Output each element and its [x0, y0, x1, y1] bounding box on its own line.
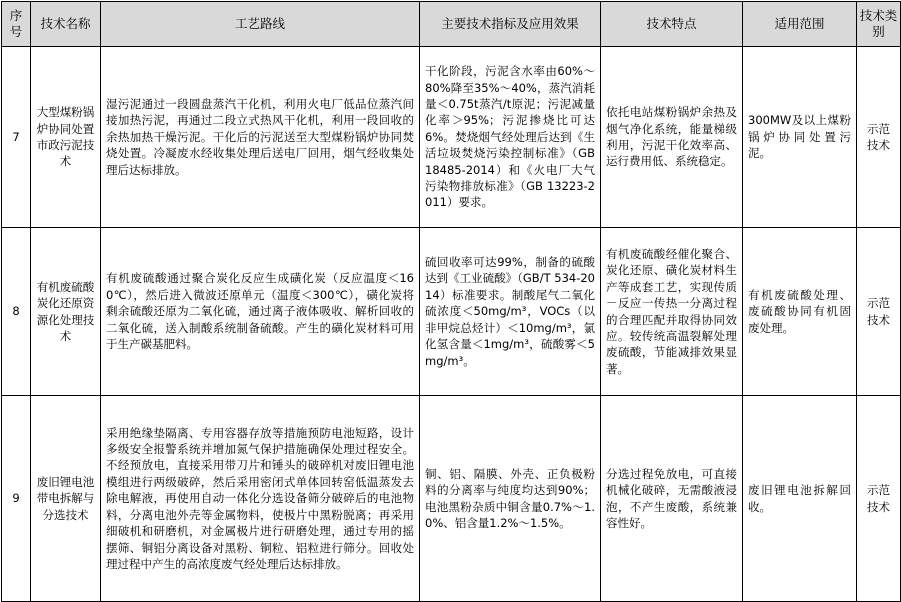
- row-scope: 有机废硫酸处理、废硫酸协同有机固废处理。: [743, 228, 857, 396]
- table-row: [2, 228, 901, 396]
- row-features: 分选过程免放电，可直接机械化破碎，无需酸液浸泡，不产生废酸，系统兼容性好。: [601, 396, 743, 602]
- row-category: 示范技术: [857, 47, 901, 228]
- header-category: 技术类别: [857, 2, 901, 47]
- header-no: 序号: [2, 2, 31, 47]
- row-scope: 废旧锂电池拆解回收。: [743, 396, 857, 602]
- row-route: 采用绝缘垫隔离、专用容器存放等措施预防电池短路，设计多级安全报警系统并增加氮气保护措施确保处理过程安全。不经预放电，直接采用带刀片和锤头的破碎机对废旧锂电池模组进行两级破碎，然后采用密闭式单体回转窑低温蒸发去除电解液，再使用自动一体化分选设备筛分破碎后的电池物料，分离电池外壳等金属物料，使极片中黑粉脱离；再采用细破机和研磨机，对金属极片进行研磨处理，通过专用的摇摆筛、铜铝分离设备对黑粉、铜粒、铝粒进行筛分。回收处理过程中产生的高浓度废气经处理后达标排放。: [101, 396, 420, 602]
- header-row: [2, 2, 901, 47]
- header-scope: 适用范围: [743, 2, 857, 47]
- header-route: 工艺路线: [101, 2, 420, 47]
- row-no: 7: [2, 47, 31, 228]
- row-route: 湿污泥通过一段圆盘蒸汽干化机，利用火电厂低品位蒸汽间接加热污泥，再通过二段立式热风干化机，利用一段回收的余热加热干燥污泥。干化后的污泥送至大型煤粉锅炉协同焚烧处置。冷凝废水经收集处理后送电厂回用，烟气经收集处理后达标排放。: [101, 47, 420, 228]
- row-no: 9: [2, 396, 31, 602]
- row-features: 依托电站煤粉锅炉余热及烟气净化系统，能量梯级利用，污泥干化效率高、运行费用低、系统稳定。: [601, 47, 743, 228]
- row-route: 有机废硫酸通过聚合炭化反应生成磺化炭（反应温度＜160℃），然后进入微波还原单元（温度＜300℃），磺化炭将剩余硫酸还原为二氧化硫，通过离子液体吸收、解析回收的二氧化硫，送入制酸系统制备硫酸。产生的磺化炭材料可用于生产碳基肥料。: [101, 228, 420, 396]
- row-name: 大型煤粉锅炉协同处置市政污泥技术: [31, 47, 101, 228]
- header-indicators: 主要技术指标及应用效果: [420, 2, 601, 47]
- header-features: 技术特点: [601, 2, 743, 47]
- technology-table: [1, 1, 901, 602]
- row-category: 示范技术: [857, 228, 901, 396]
- row-name: 废旧锂电池带电拆解与分选技术: [31, 396, 101, 602]
- row-indicators: 硫回收率可达99%，制备的硫酸达到《工业硫酸》（GB/T 534-2014）标准要求。制酸尾气二氧化硫浓度＜50mg/m³，VOCs（以非甲烷总烃计）＜10mg/m³，氯化氢含量＜1mg/m³，硫酸雾＜5mg/m³。: [420, 228, 601, 396]
- row-features: 有机废硫酸经催化聚合、炭化还原、磺化炭材料生产等成套工艺，实现传质－反应一传热一分离过程的合理匹配并取得协同效应。较传统高温裂解处理废硫酸，节能减排效果显著。: [601, 228, 743, 396]
- table-row: [2, 396, 901, 602]
- row-category: 示范技术: [857, 396, 901, 602]
- row-indicators: 铜、铝、隔膜、外壳、正负极粉料的分离率与纯度均达到90%；电池黑粉杂质中铜含量0.7%～1.0%、铝含量1.2%～1.5%。: [420, 396, 601, 602]
- row-scope: 300MW及以上煤粉锅炉协同处置污泥。: [743, 47, 857, 228]
- row-no: 8: [2, 228, 31, 396]
- row-name: 有机废硫酸炭化还原资源化处理技术: [31, 228, 101, 396]
- row-indicators: 干化阶段，污泥含水率由60%～80%降至35%～40%，蒸汽消耗量＜0.75t蒸汽/t原泥；污泥减量化率＞95%；污泥掺烧比可达6%。焚烧烟气经处理后达到《生活垃圾焚烧污染控制标准》（GB 18485-2014）和《火电厂大气污染物排放标准》（GB 13223-2011）要求。: [420, 47, 601, 228]
- header-name: 技术名称: [31, 2, 101, 47]
- table-row: [2, 47, 901, 228]
